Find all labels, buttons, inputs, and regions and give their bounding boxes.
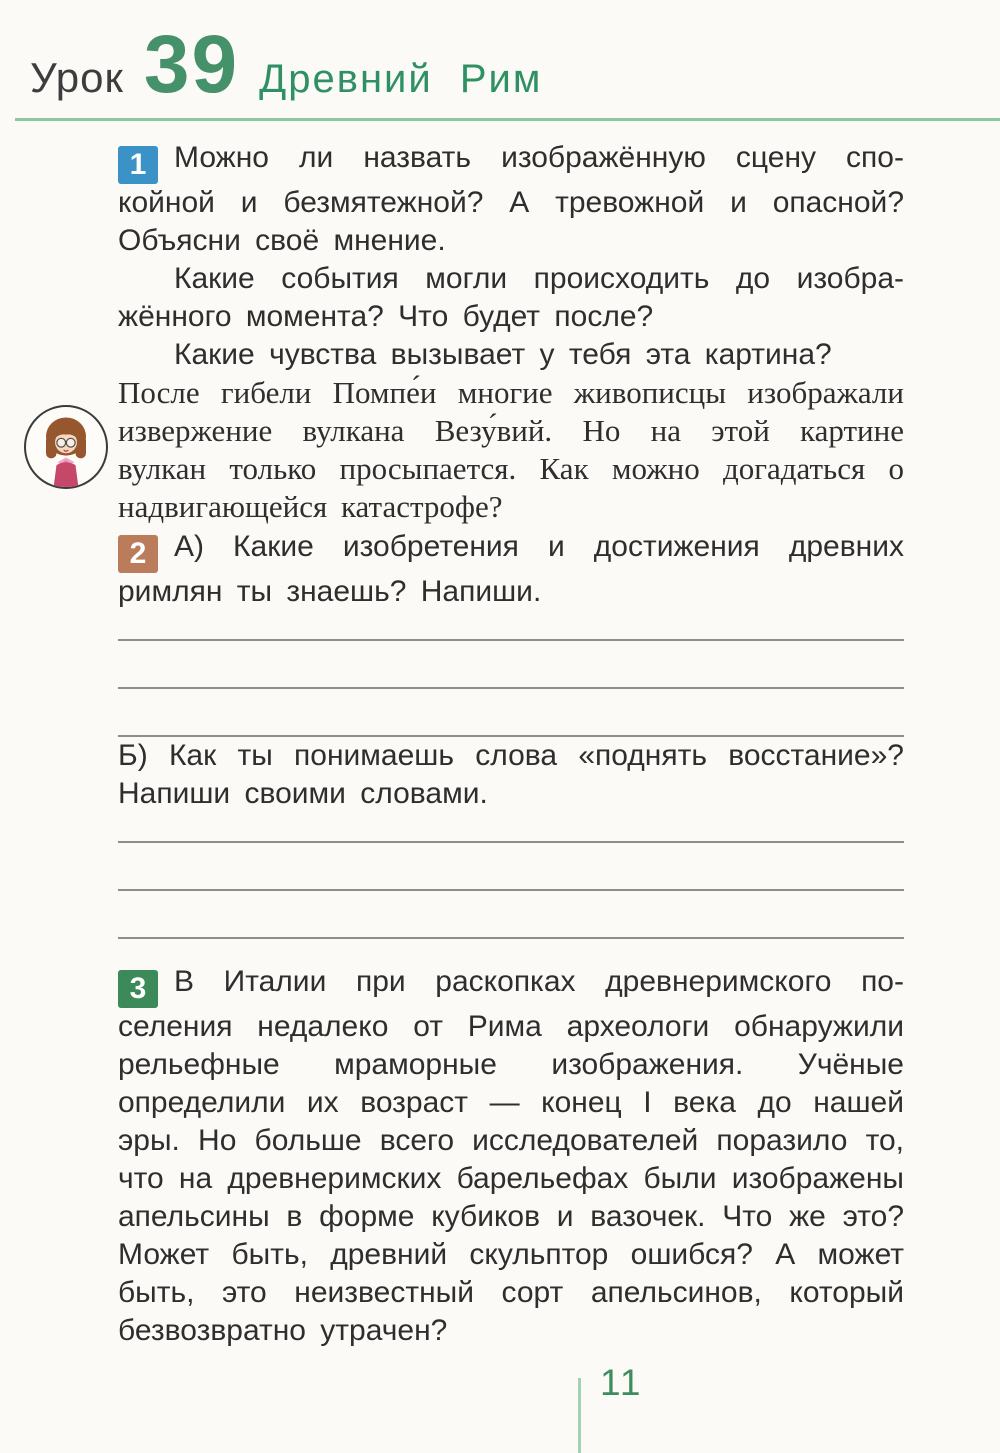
exercise-1-paragraph-3: Какие чувства вызывает у тебя эта картина? — [174, 337, 832, 371]
header-divider — [15, 118, 1000, 121]
lesson-title: Древний Рим — [259, 57, 543, 101]
teacher-illustration-icon — [26, 407, 106, 487]
exercise-1-badge: 1 — [118, 146, 158, 184]
exercise-2-part-b: Б) Как ты понимаешь слова «поднять восстание»? Напиши своими словами. — [118, 738, 904, 810]
exercise-3 — [118, 963, 904, 1350]
writing-line — [118, 843, 904, 891]
exercise-1-paragraph-1 — [118, 139, 904, 260]
lesson-header — [30, 19, 1000, 110]
exercise-2-part-a-text: А) Какие изобретения и достижения древних римлян ты знаешь? Напиши. — [118, 529, 904, 608]
exercise-3-text: В Италии при раскопках древнеримского поселения недалеко от Рима археологи обнаружили рельефные мраморные изображения. Учёные определили их возраст — конец I века до нашей эры. Но больше всего исследователей поразило то, что на древнеримских барельефах были изображены апельсины в форме кубиков и вазочек. Что же это? Может быть, древний скульптор ошибся? А может быть, это неизвестный сорт апельсинов, который безвозвратно утрачен? — [118, 964, 904, 1347]
footer-divider — [578, 1378, 581, 1453]
exercise-2-badge: 2 — [118, 535, 158, 573]
lesson-label: Урок — [30, 54, 124, 101]
teacher-avatar — [24, 405, 108, 489]
exercise-1-paragraph-2: Какие события могли происходить до изображённого момента? Что будет после? — [118, 261, 904, 333]
writing-line — [118, 611, 904, 641]
writing-line — [118, 641, 904, 689]
exercise-3-paragraph — [118, 963, 904, 1350]
answer-lines-b — [118, 813, 904, 939]
exercise-1-text-1: Можно ли назвать изображённую сцену спокойной и безмятежной? А тревожной и опасной? Объясни своё мнение. — [118, 140, 904, 257]
exercise-2-part-a — [118, 528, 904, 611]
exercise-1 — [118, 139, 904, 526]
writing-line — [118, 813, 904, 843]
page-content — [118, 139, 904, 1350]
writing-line — [118, 689, 904, 737]
answer-lines-a — [118, 611, 904, 737]
exercise-3-badge: 3 — [118, 970, 158, 1008]
lesson-number: 39 — [143, 19, 240, 110]
exercise-2 — [118, 528, 904, 939]
exercise-1-hint-paragraph: После гибели Помпе́и многие живописцы изображали извержение вулкана Везу́вий. Но на этой картине вулкан только просыпается. Как можно догадаться о надвигающейся катастрофе? — [118, 374, 904, 524]
page-number: 11 — [600, 1362, 643, 1403]
writing-line — [118, 891, 904, 939]
